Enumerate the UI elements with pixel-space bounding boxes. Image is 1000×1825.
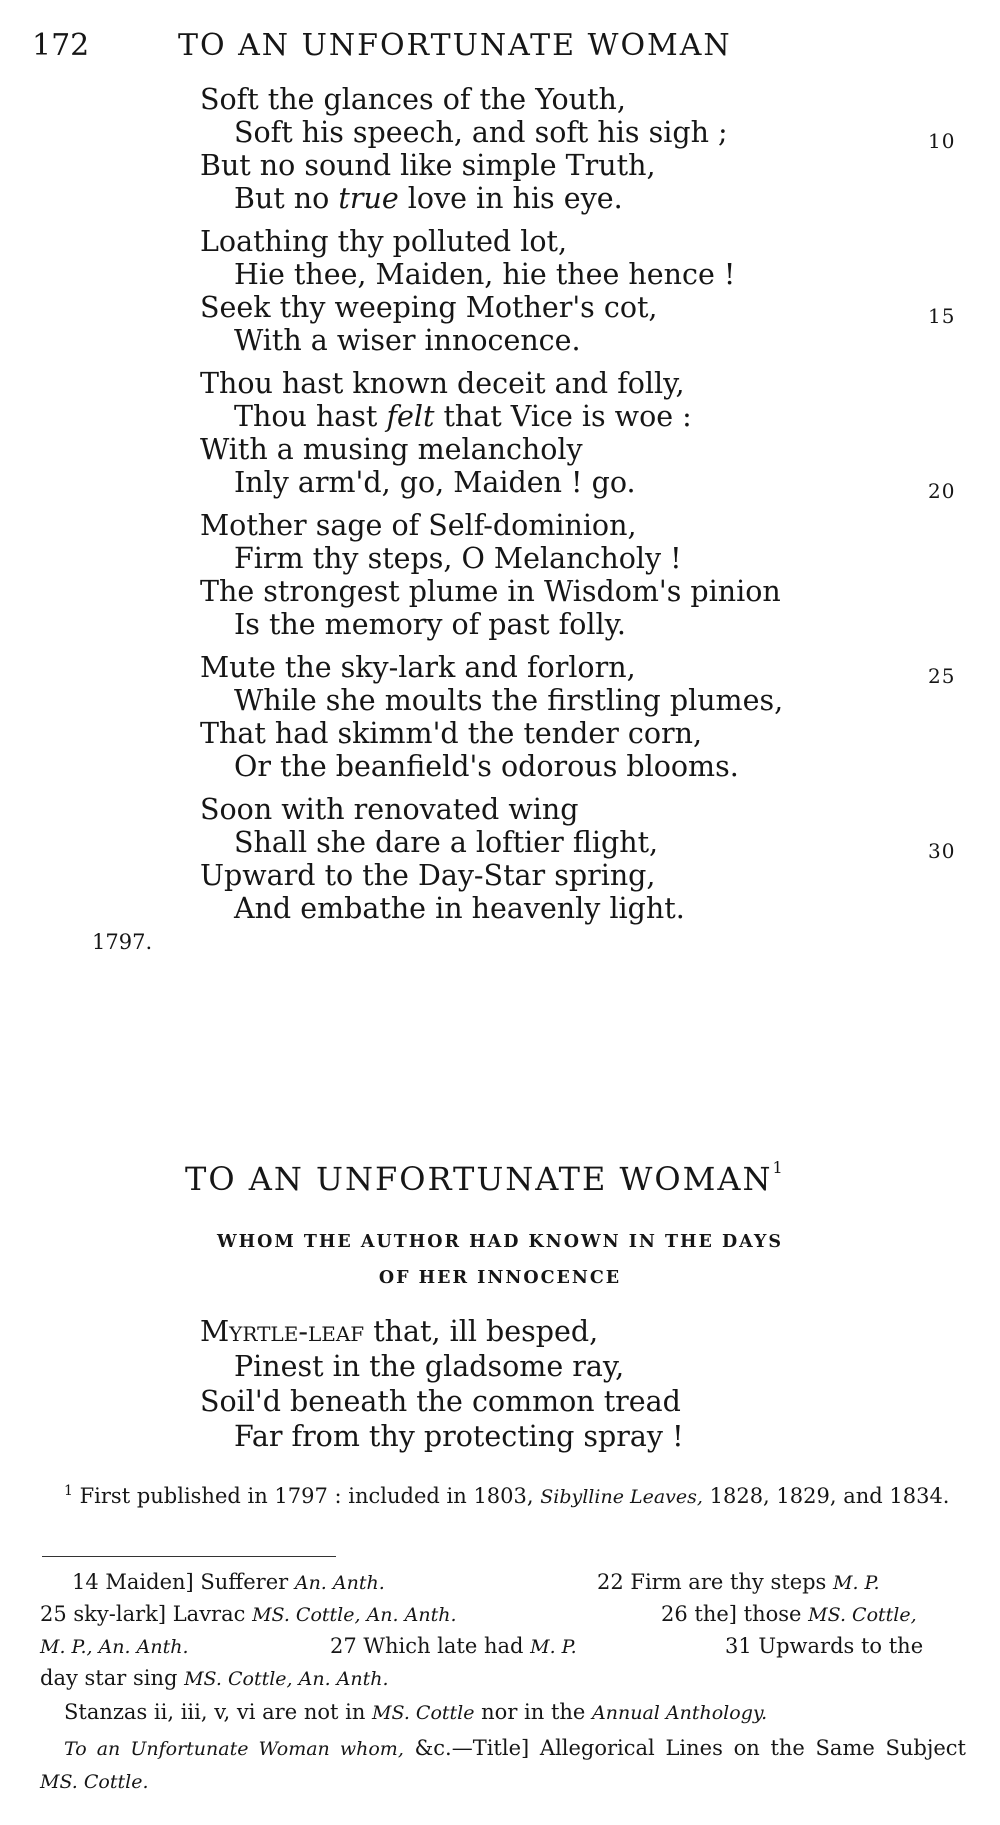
poem-line: With a wiser innocence.	[234, 324, 581, 357]
poem-text: that Vice is woe :	[434, 400, 692, 433]
variant-source: M. P., An. Anth.	[40, 1636, 189, 1658]
poem-line: Soft his speech, and soft his sigh ;	[234, 116, 728, 149]
variant-text: 14 Maiden] Sufferer	[72, 1570, 295, 1594]
variant-note-22	[597, 1570, 880, 1594]
poem-line: Or the beanfield's odorous blooms.	[234, 750, 739, 783]
page-number: 172	[32, 28, 90, 63]
variant-source: Annual Anthology.	[592, 1702, 768, 1724]
poem-line: The strongest plume in Wisdom's pinion	[200, 575, 781, 608]
variant-source: M. P.	[833, 1572, 880, 1594]
variant-text: nor in the	[474, 1700, 593, 1724]
poem-line: Is the memory of past folly.	[234, 608, 626, 641]
variant-source: M. P.	[530, 1636, 577, 1658]
variant-note-25	[40, 1602, 457, 1626]
variant-note-26-cont	[40, 1634, 189, 1658]
variant-note-stanzas	[64, 1700, 767, 1724]
poem-text: Thou hast	[234, 400, 387, 433]
footnote-text: First published in 1797 : included in 1803,	[72, 1484, 541, 1508]
variant-source: To an Unfortunate Woman whom,	[64, 1738, 404, 1760]
poem-text: love in his eye.	[398, 182, 623, 215]
variant-source: MS. Cottle.	[40, 1771, 149, 1793]
running-title: TO AN UNFORTUNATE WOMAN	[178, 28, 732, 63]
poem-first-word: Myrtle-leaf	[200, 1315, 365, 1348]
footnote-italic: Sibylline Leaves,	[540, 1486, 703, 1508]
poem-line: Pinest in the gladsome ray,	[234, 1350, 625, 1383]
variant-source: MS. Cottle, An. Anth.	[252, 1604, 457, 1626]
poem-line	[234, 400, 692, 433]
footnote-mark: 1	[772, 1158, 785, 1177]
poem-text: But no	[234, 182, 339, 215]
poem-line: That had skimm'd the tender corn,	[200, 717, 703, 750]
poem-line: While she moults the firstling plumes,	[234, 684, 784, 717]
poem-line: Soil'd beneath the common tread	[200, 1385, 681, 1418]
poem-line: But no sound like simple Truth,	[200, 149, 656, 182]
poem-line: And embathe in heavenly light.	[234, 892, 685, 925]
variant-note-27	[330, 1634, 577, 1658]
footnote-mark: 1	[64, 1483, 73, 1499]
variant-source: MS. Cottle	[372, 1702, 475, 1724]
poem-title	[185, 1160, 785, 1198]
poem-date: 1797.	[92, 930, 153, 954]
line-number: 20	[928, 479, 956, 503]
poem-line: Shall she dare a loftier flight,	[234, 826, 659, 859]
poem-line: Hie thee, Maiden, hie thee hence !	[234, 258, 736, 291]
poem-subtitle: WHOM THE AUTHOR HAD KNOWN IN THE DAYS	[216, 1232, 783, 1252]
line-number: 30	[928, 839, 956, 863]
variant-text: Stanzas ii, iii, v, vi are not in	[64, 1700, 373, 1724]
poem-line: Mother sage of Self-dominion,	[200, 509, 637, 542]
variant-source: MS. Cottle, An. Anth.	[184, 1668, 389, 1690]
variant-note-title	[40, 1732, 966, 1798]
variant-note-26	[661, 1602, 917, 1626]
line-number: 10	[928, 129, 956, 153]
footnote-1	[40, 1475, 966, 1513]
poem-title-text: TO AN UNFORTUNATE WOMAN	[185, 1160, 773, 1198]
line-number: 15	[928, 304, 956, 328]
poem-subtitle: OF HER INNOCENCE	[378, 1268, 622, 1288]
variant-source: An. Anth.	[294, 1572, 385, 1594]
variant-text: 25 sky-lark] Lavrac	[40, 1602, 253, 1626]
poem-line: Far from thy protecting spray !	[234, 1420, 684, 1453]
poem-line: Firm thy steps, O Melancholy !	[234, 542, 682, 575]
poem-line: Seek thy weeping Mother's cot,	[200, 291, 658, 324]
poem-line: Thou hast known deceit and folly,	[200, 367, 685, 400]
poem-line: Upward to the Day-Star spring,	[200, 859, 656, 892]
poem-line: Loathing thy polluted lot,	[200, 225, 568, 258]
variant-note-31	[725, 1634, 923, 1658]
poem-emphasis: felt	[386, 400, 435, 433]
variant-text: 22 Firm are thy steps	[597, 1570, 834, 1594]
variant-text: 31 Upwards to the	[725, 1634, 924, 1658]
variant-note-14	[72, 1570, 385, 1594]
variant-source: MS. Cottle,	[808, 1604, 917, 1626]
poem-line: Mute the sky-lark and forlorn,	[200, 651, 636, 684]
variant-text: 26 the] those	[661, 1602, 809, 1626]
poem-text: that, ill besped,	[364, 1315, 599, 1348]
footnote-text: 1828, 1829, and 1834.	[702, 1484, 950, 1508]
footnote-rule	[42, 1556, 336, 1557]
line-number: 25	[928, 664, 956, 688]
poem-line: With a musing melancholy	[200, 433, 583, 466]
poem-emphasis: true	[338, 182, 399, 215]
variant-text: 27 Which late had	[330, 1634, 531, 1658]
poem-line	[234, 182, 623, 215]
poem-line	[200, 1315, 599, 1348]
variant-text: &c.—Title] Allegorical Lines on the Same Subject	[403, 1736, 966, 1760]
poem-line: Inly arm'd, go, Maiden ! go.	[234, 466, 636, 499]
poem-line: Soft the glances of the Youth,	[200, 83, 626, 116]
variant-note-31-cont	[40, 1666, 389, 1690]
poem-line: Soon with renovated wing	[200, 793, 579, 826]
variant-text: day star sing	[40, 1666, 185, 1690]
